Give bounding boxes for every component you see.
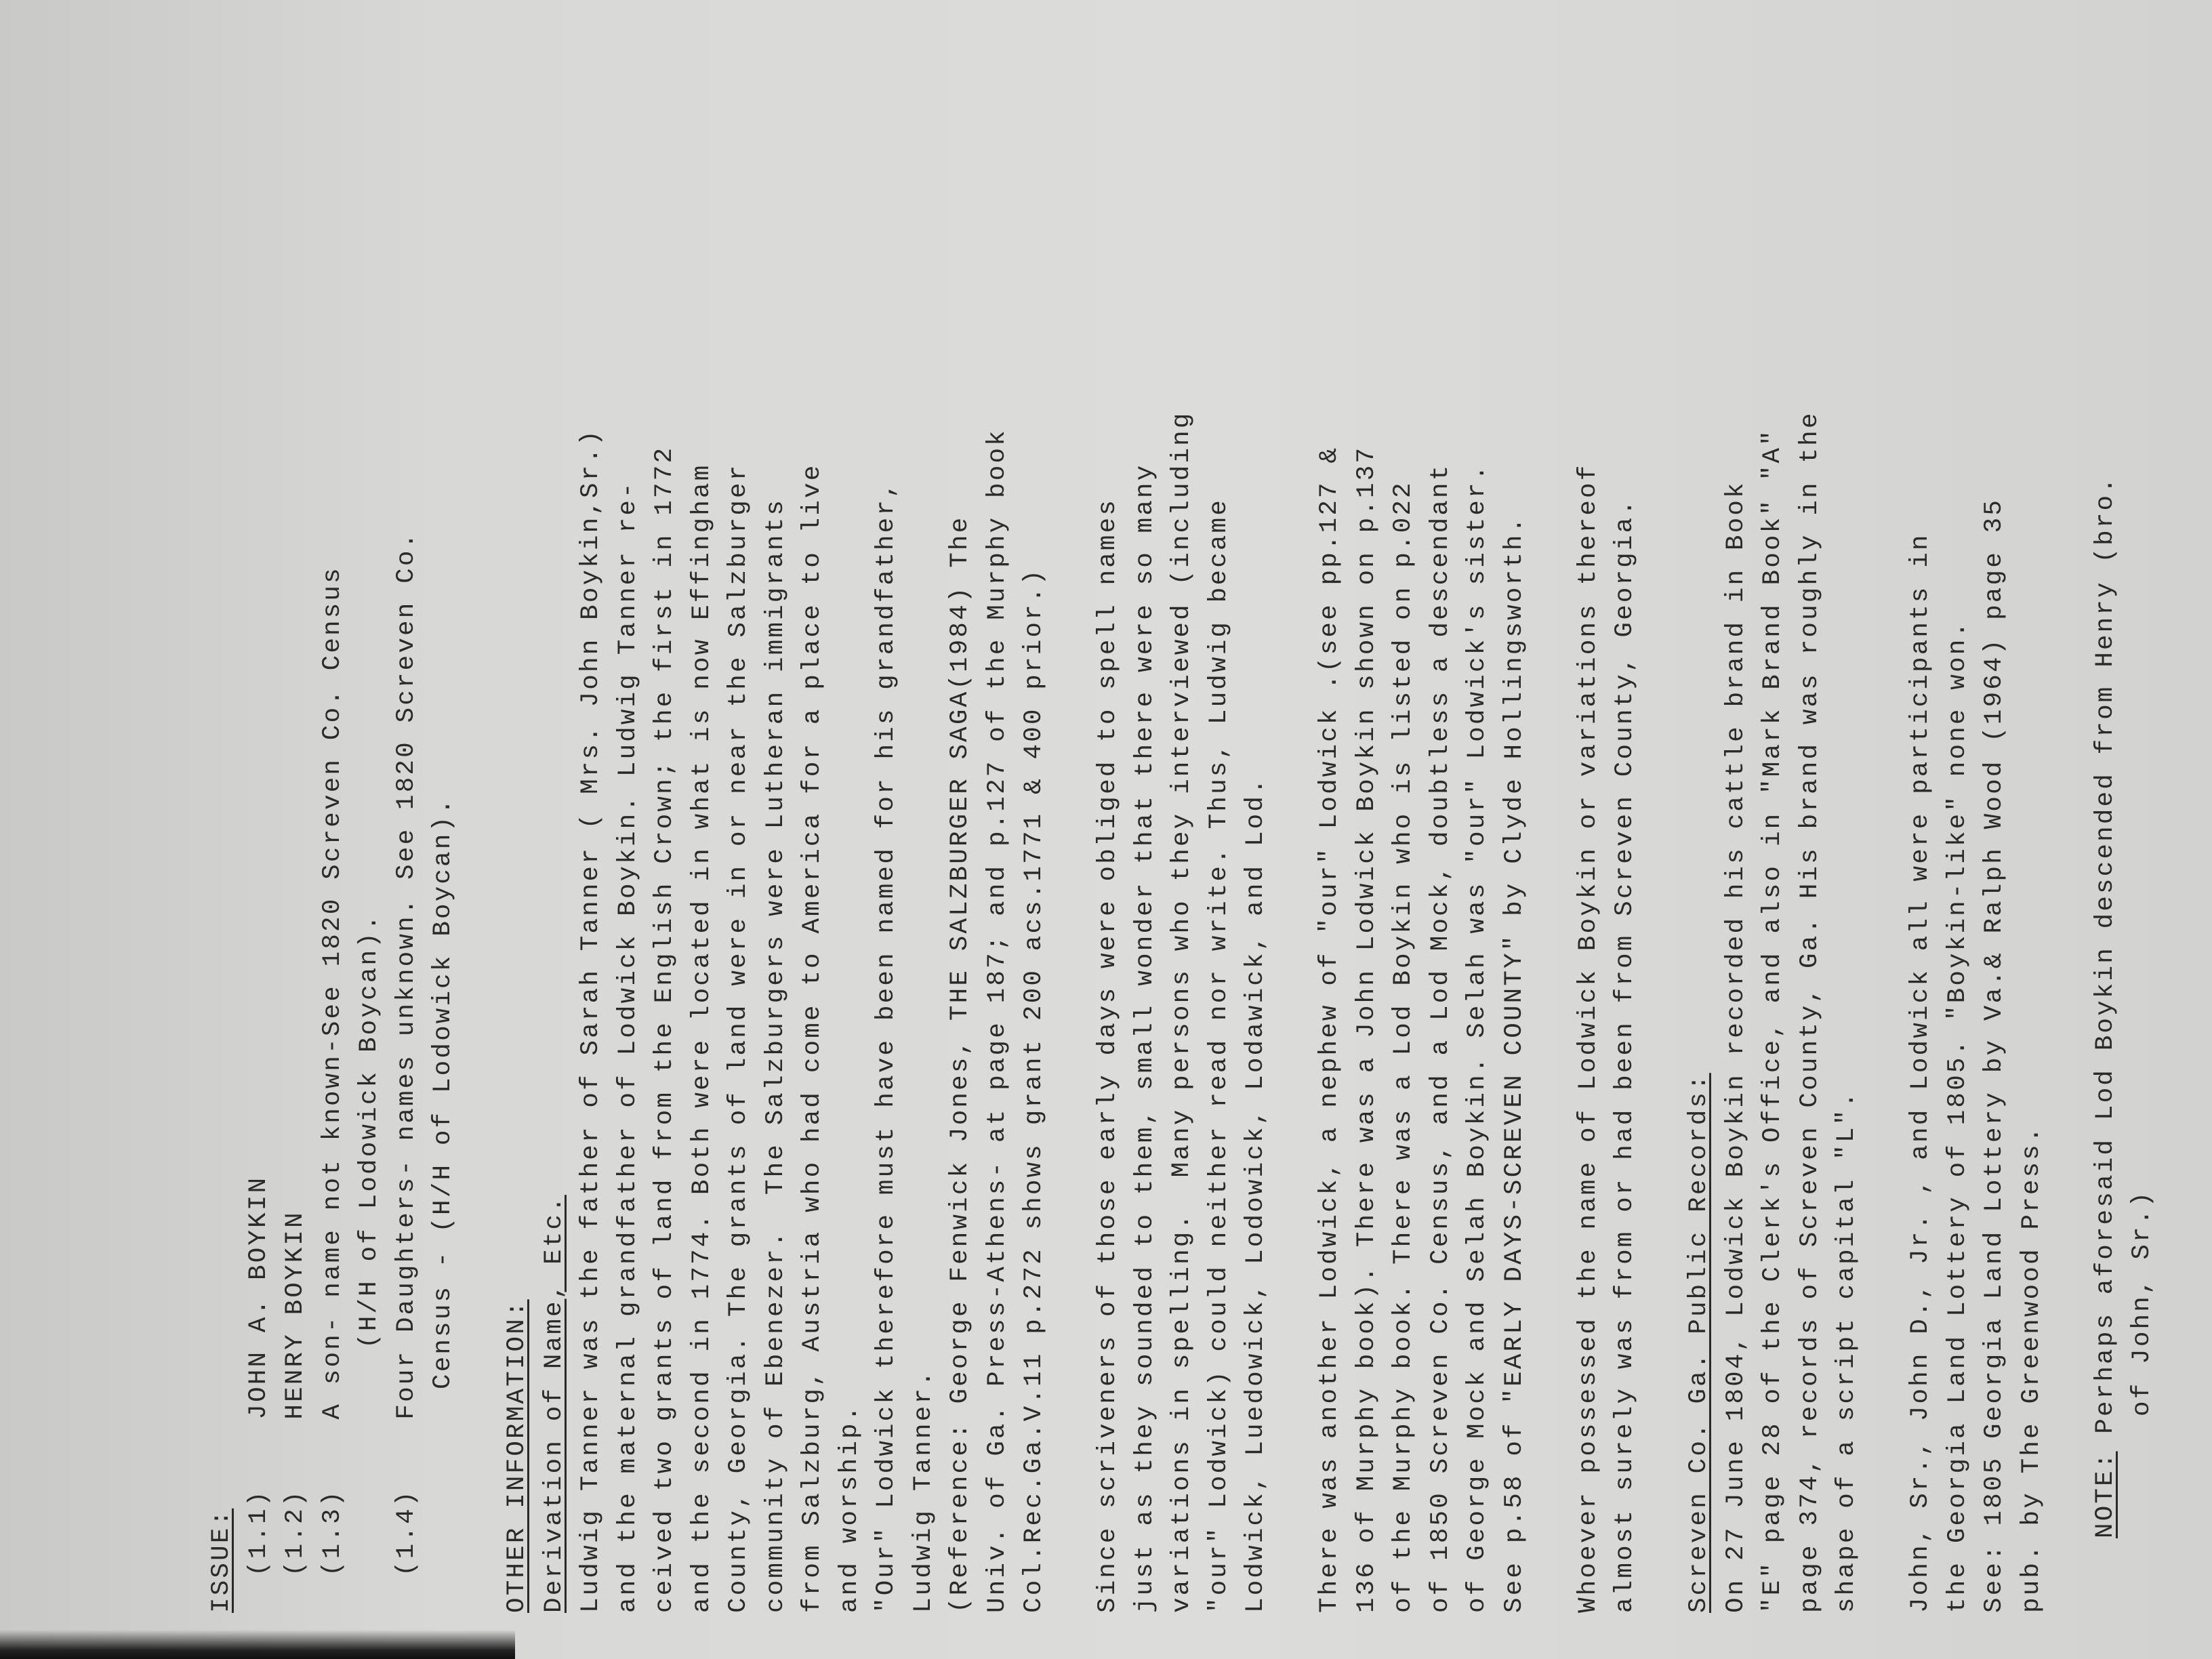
- derivation-subheading: Derivation of Name, Etc.: [539, 1195, 569, 1613]
- issue-item-1: (1.1) JOHN A. BOYKIN: [244, 1175, 273, 1576]
- public-records-heading: Screven Co. Ga. Public Records:: [1685, 1073, 1713, 1613]
- typed-document-page: [203, 54, 2209, 1613]
- cattle-brand-paragraph: On 27 June 1804, Lodwick Boykin recorded his cattle brand in Book "E" page 28 of the Clerk's Office, and also in "Mark Brand Book" "A" page 374, records of Screven County, Ga. His brand was roughly in the shape of a script capital "L".: [1721, 411, 1861, 1613]
- spelling-paragraph: Since scriveners of those early days were obliged to spell names just as they sounded to them, small wonder that there were so many variations in spelling. Many persons who they interviewed (including "our" Lodwick) could neither read nor write. Thus, Ludwig became Lodwick, Luedowick, Lodowick, Lodawick, and Lod.: [1094, 411, 1270, 1613]
- issue-item-2: (1.2) HENRY BOYKIN: [281, 1210, 310, 1576]
- issue-item-4: (1.4) Four Daughters- names unknown. See 1820 Screven Co.: [392, 531, 421, 1576]
- issue-item-3-cont: (H/H of Lodowick Boycan).: [355, 913, 384, 1349]
- whoever-paragraph: Whoever possessed the name of Lodwick Boykin or variations thereof almost surely was from or had been from Screven County, Georgia.: [1574, 463, 1639, 1613]
- issue-heading: ISSUE:: [207, 1508, 236, 1613]
- another-lodwick-paragraph: There was another Lodwick, a nephew of "our" Lodwick .(see pp.127 & 136 of Murphy book). There was a John Lodwick Boykin shown on p.137 of the Murphy book. There was a Lod Boykin who is listed on p.022 of 1850 Screven Co. Census, and a Lod Mock, doubtless a descendant of George Mock and Selah Boykin. Selah was "our" Lodwick's sister. See p.58 of "EARLY DAYS-SCREVEN COUNTY" by Clyde Hollingsworth.: [1315, 445, 1529, 1613]
- land-lottery-paragraph: John, Sr., John D., Jr. , and Lodwick all were participants in the Georgia Land Lottery of 1805. "Boykin-like" none won. See: 1805 Georgia Land Lottery by Va.& Ralph Wood (1964) page 35 pub. by The Greenwood Press.: [1906, 497, 2046, 1613]
- other-info-heading: OTHER INFORMATION:: [503, 1299, 531, 1613]
- issue-item-3: (1.3) A son- name not known-See 1820 Screven Co. Census: [318, 566, 347, 1576]
- note-label: NOTE:: [2091, 1451, 2120, 1538]
- note-line-1: NOTE: Perhaps aforesaid Lod Boykin descended from Henry (bro.: [2091, 476, 2120, 1538]
- note-line-2: of John, Sr.): [2128, 1189, 2156, 1416]
- derivation-paragraph-1: Ludwig Tanner was the father of Sarah Tanner ( Mrs. John Boykin,Sr.) and the maternal grandfather of Lodwick Boykin. Ludwig Tanner re- ceived two grants of land from the English Crown; the first in 1772 and the second in 1774. Both were located in what is now Effingham County, Georgia. The grants of land were in or near the Salzburger community of Ebenezer. The Salzburgers were Lutheran immigrants from Salzburg, Austria who had come to America for a place to live and worship. "Our" Lodwick therefore must have been named for his grandfather, Ludwig Tanner. (Reference: George Fenwick Jones, THE SALZBURGER SAGA(1984) The Univ. of Ga. Press-Athens- at page 187; and p.127 of the Murphy book Col.Rec.Ga.V.11 p.272 shows grant 200 acs.1771 & 400 prior.): [577, 428, 1048, 1613]
- issue-item-4-cont: Census - (H/H of Lodowick Boycan).: [429, 797, 457, 1389]
- dark-table-edge: [0, 1630, 515, 1659]
